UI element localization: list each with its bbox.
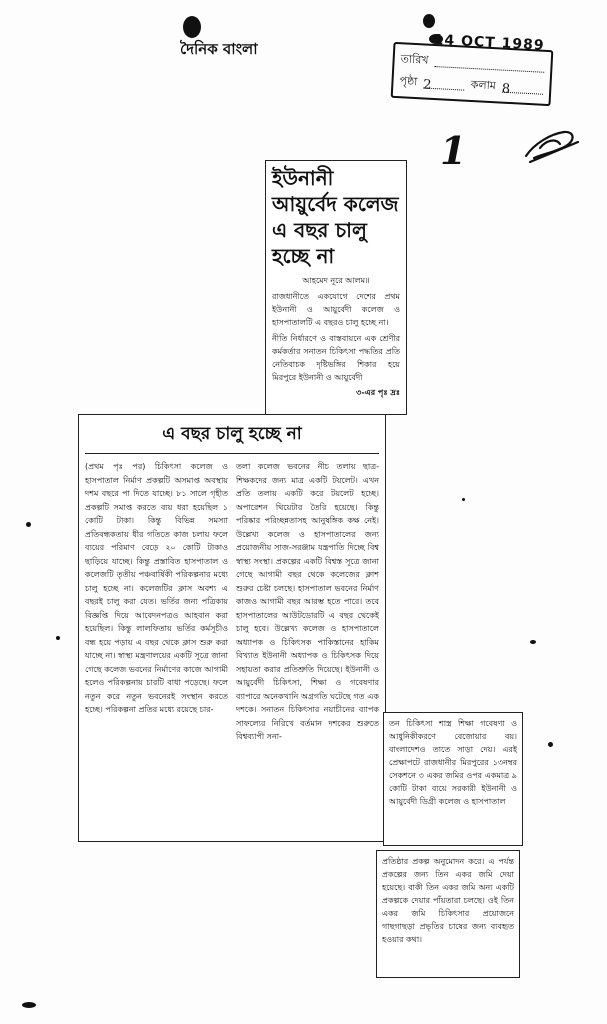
continued-headline: এ বছর চালু হচ্ছে না (85, 421, 379, 454)
scan-speck (22, 1002, 36, 1008)
stamp-date: 14 OCT 1989 (433, 31, 545, 54)
article-byline: আহমেদ নূরে আলম॥ (302, 276, 370, 285)
column-text: তলা কলেজ ভবনের নীচ তলায় ছাত্র-শিক্ষকদের জন্য মাত্র একটি টয়লেট। এখন প্রতি তলায় একটি করে টয়লেট হচ্ছে। অপারেশন থিয়েটার তৈরি হয়েছে। কিন্তু পরিষ্কার পরিচ্ছন্নতাসহ আনুষঙ্গিক কক্ষ নেই। উল্লেখ্য কলেজ ও হাসপাতালের জন্য প্রয়োজনীয় সাজ-সরঞ্জাম যন্ত্রপাতি দিচ্ছে বিশ্ব স্বাস্থ্য সংস্থা। প্রকল্পের একটি বিশ্বস্ত সূত্রে জানা গেছে আগামী বছর থেকে কলেজের ক্লাশ শুরুর চেষ্টা চলছে। হাসপাতাল ভবনের নির্মাণ কাজও আগামী বছর আরম্ভ হতে পারে। তবে হাসপাতালের আউটডোরটি এ বছর থেকেই চালু হবে। উল্লেখ্য কলেজ ও হাসপাতালে অধ্যাপক ও চিকিৎসক পাকিস্তানের হাকিম বিখ্যাত ইউনানী অধ্যাপক ও চিকিৎসক দিয়ে সহায়তা করার প্রতিশ্রুতি দিয়েছে। ইউনানী ও আয়ুর্বেদী চিকিৎসা, শিক্ষা ও গবেষণার ব্যাপারে অনেকখানি অগ্রগতি ঘটেছে গত এক দশকে। সনাতন চিকিৎসার নয়াচীনের ব্যাপক সাফল্যের নিরিখে বর্তমান দশকের শুরুতে বিশ্বব্যাপী সনা- (236, 462, 379, 741)
stamp-page-value: 2 (423, 77, 465, 90)
stamp-date-line (434, 56, 545, 73)
stamp-page-label: পৃষ্ঠা (399, 73, 418, 88)
news-clipping-continued (78, 414, 386, 842)
newspaper-name: দৈনিক বাংলা (180, 40, 258, 58)
scan-speck (183, 16, 201, 38)
article-paragraph: নীতি নির্ধারণে ও বাস্তবায়নে এক শ্রেণীর কর্মকর্তার সনাতন চিকিৎসা পদ্ধতির প্রতি নেতিবাচক দৃষ্টিভঙ্গির শিকার হয়ে মিরপুরে ইউনানী ও আয়ুর্বেদী (272, 334, 400, 382)
stamp-column-label: কলাম (470, 77, 497, 92)
folio-number: 1 (440, 128, 467, 173)
news-clipping-continued-3 (376, 850, 520, 978)
scan-speck (462, 498, 465, 501)
scan-speck (56, 636, 60, 640)
stamp-date-label: তারিখ (400, 51, 429, 67)
column-text: তন চিকিৎসা শাস্ত্র শিক্ষা গবেষণা ও আধুনিকীকরণে বেজোয়ার বয়। বাংলাদেশও তাতে সাড়া দেয়। এরই প্রেক্ষাপটে রাজধানীর মিরপুরের ১৩নম্বর সেকশনে ৩ একর জমির ওপর একমাত্র ৯ কোটি টাকা ব্যয়ে সরকারী ইউনানী ও আয়ুর্বেদী ডিগ্রী কলেজ ও হাসপাতাল (389, 719, 517, 806)
continuation-note: ৩-এর পৃঃ দ্রঃ (356, 388, 400, 397)
news-clipping-front (265, 160, 407, 415)
news-clipping-continued-2 (383, 712, 523, 846)
article-paragraph: রাজধানীতে একযোগে দেশের প্রথম ইউনানী ও আয়ুর্বেদী কলেজ ও হাসপাতালটি এ বছরও চালু হচ্ছে না। (272, 292, 400, 327)
scan-speck (530, 640, 536, 644)
date-stamp (391, 31, 554, 106)
column-text: (প্রথম পৃঃ পর) চিকিৎসা কলেজ ও হাসপাতাল নির্মাণ প্রকল্পটি অসমাপ্ত অবস্থায় দশম বছরে পা দিতে যাচ্ছে। ৮১ সালে গৃহীত প্রকল্পটি সমাপ্ত করতে ব্যয় ধরা হয়েছিল ১ কোটি টাকা। কিন্তু বিভিন্ন সমস্যা প্রতিবন্ধকতায় ধীর গতিতে কাজ চলায় ফলে ব্যয়ের পরিমাণ বেড়ে ২০ কোটি টাকাও ছাড়িয়ে যাচ্ছে। কিন্তু প্রস্তাবিত হাসপাতাল ও কলেজটি তৃতীয় পঞ্চবার্ষিকী পরিকল্পনার মধ্যে চালু হচ্ছে না। কলেজটির ক্লাস অবশ্য এ বছরই চালু করা যেত। ভর্তির জন্য পত্রিকায় বিজ্ঞপ্তি দিয়ে আবেদনপত্রও আহবান করা হয়েছিল। কিন্তু লালফিতায় ভর্তির কর্মসূচীও বন্ধ হয়ে পড়ায় এ বছর থেকে ক্লাস শুরু করা যাচ্ছে না। স্বাস্থ্য মন্ত্রণালয়ের একটি সূত্রে জানা গেছে কলেজ ভবনের নির্মাণের কাজে আগামী হলেও পরিকল্পনায় চারটি বাধা পড়েছে। ফলে নতুন করে নতুন ভবনেরই সংস্থান করতে হচ্ছে। পরিকল্পনা প্রতির মধ্যে রয়েছে চার- (85, 462, 228, 714)
column-text: প্রতিষ্ঠার প্রকল্প অনুমোদন করে। এ পর্যন্ত প্রকল্পের জন্য তিন একর জমি দেয়া হয়েছে। বাকী তিন একর জমি অন্য একটি প্রকল্পকে দেয়ার পাঁয়তারা চলছে। ওই তিন একর জমি চিকিৎসার প্রয়োজনে গাছগাছড়া প্রভৃতির চাষের জন্য ব্যবহৃত হওয়ার কথা। (382, 857, 514, 944)
article-columns (85, 460, 379, 744)
article-column-right (236, 460, 379, 744)
article-column-left (85, 460, 228, 744)
article-headline: ইউনানী আয়ুর্বেদ কলেজ এ বছর চালু হচ্ছে না (272, 166, 399, 268)
signature-initials (520, 122, 582, 166)
stamp-column-value: 8 (502, 81, 544, 94)
scan-speck (26, 522, 31, 527)
scan-speck (548, 742, 553, 747)
scan-speck (423, 14, 435, 28)
